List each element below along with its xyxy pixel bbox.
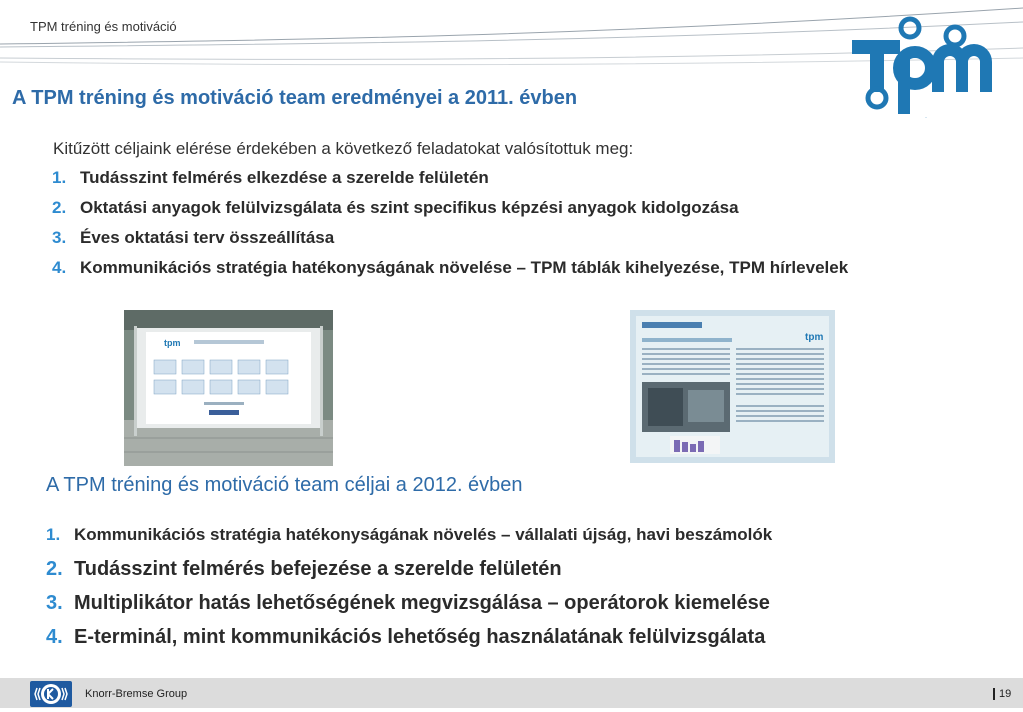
tpm-newsletter-photo xyxy=(630,310,835,463)
list-item: 2. Oktatási anyagok felülvizsgálata és szint specifikus képzési anyagok kidolgozása xyxy=(52,198,739,217)
slide-title: A TPM tréning és motiváció team eredményei a 2011. évben xyxy=(12,87,578,109)
list-item: 2. Tudásszint felmérés befejezése a szerelde felületén xyxy=(46,558,562,580)
results-list xyxy=(52,167,942,287)
page-number: 19 xyxy=(993,688,1011,700)
header-title: TPM tréning és motiváció xyxy=(30,19,177,34)
list-item: 4. E-terminál, mint kommunikációs lehetőség használatának felülvizsgálata xyxy=(46,626,766,648)
svg-text:tpm: tpm xyxy=(164,338,181,348)
list-item: 1. Kommunikációs stratégia hatékonyságának növelés – vállalati újság, havi beszámolók xyxy=(46,525,773,544)
list-item: 3. Multiplikátor hatás lehetőségének megvizsgálása – operátorok kiemelése xyxy=(46,592,770,614)
tpm-board-photo xyxy=(124,310,333,466)
goals-subtitle: A TPM tréning és motiváció team céljai a 2012. évben xyxy=(46,474,523,496)
list-item: 4. Kommunikációs stratégia hatékonyságának növelése – TPM táblák kihelyezése, TPM hírlevelek xyxy=(52,258,849,277)
footer-company: Knorr-Bremse Group xyxy=(85,688,188,700)
goals-list xyxy=(46,523,1006,659)
svg-text:tpm: tpm xyxy=(805,332,824,343)
intro-text: Kitűzött céljaink elérése érdekében a következő feladatokat valósítottuk meg: xyxy=(53,139,634,158)
knorr-bremse-logo xyxy=(30,681,72,707)
list-item: 3. Éves oktatási terv összeállítása xyxy=(52,228,335,247)
list-item: 1. Tudásszint felmérés elkezdése a szerelde felületén xyxy=(52,168,489,187)
tpm-logo xyxy=(850,10,1000,120)
svg-text:TPM: TPM xyxy=(925,118,928,119)
